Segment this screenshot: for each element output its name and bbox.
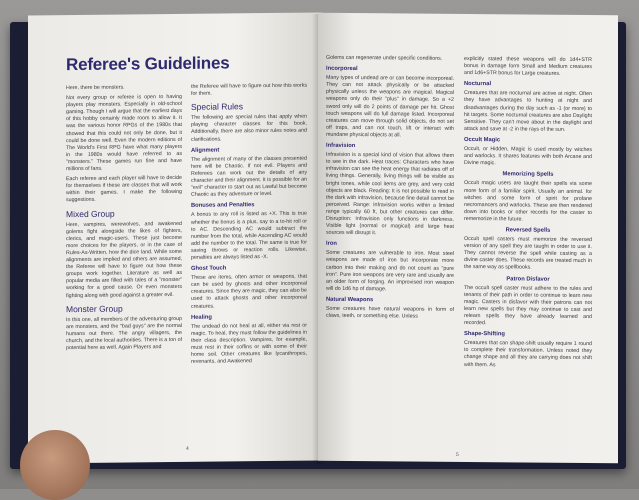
paragraph: The occult spell caster must adhere to the rules and tenants of their path in order to continue to learn new magic. Casters in disfavor with their patrons can not learn new spells but they may continue to cast and relearn spells they have already learned and recorded. [464, 284, 592, 327]
thumb [20, 430, 90, 500]
section-heading-special-rules: Special Rules [191, 101, 243, 113]
subheading-alignment: Alignment [191, 147, 220, 154]
paragraph: In this one, all members of the adventuring group are monsters, and the "bad guys" are the normal humans out there. The angry villagers, the church, and the local authorities. There is a ton of potential here as well. Again Players and [66, 315, 182, 352]
section-heading-monster-group: Monster Group [66, 303, 123, 314]
paragraph: The following are special rules that apply when playing character classes for this book. Additionally, there are also minor rules notes and clarifications. [191, 113, 307, 143]
right-page-column-2 [464, 56, 592, 373]
subheading-infravision: Infravision [326, 142, 356, 150]
subheading-nocturnal: Nocturnal [464, 81, 492, 88]
subheading-occult-magic: Occult Magic [464, 136, 501, 144]
subheading-reversed-spells: Reversed Spells [505, 227, 551, 234]
subheading-bonuses: Bonuses and Penalties [191, 202, 255, 210]
paragraph: Here, vampires, werewolves, and awakened golems fight alongside the likes of fighters, clerics, and magic-users. These just become more choices for the players, or in the case of Rules-As-Written, how the dice land. While some alignments are implied and others are assumed, the Referee will have to figure out how these groups work together. Literature as well as popular media are filled with tales of a "monster" working for a good cause. Or even monsters fighting along with good against a greater evil. [66, 220, 182, 299]
intro-text: Here, there be monsters. [66, 84, 125, 92]
paragraph: Each referee and each player will have to decide for themselves if these are classes that will work within their games. I make the following suggestions. [66, 175, 182, 204]
left-page [28, 12, 322, 463]
paragraph: explicitly stated these weapons will do 1d4+STR bonus in damage form Small and Medium creatures and 1d6+STR bonus for Large creatures. [464, 55, 592, 77]
paragraph: Many types of undead are or can become incorporeal. They can not attack physically or be attacked physically unless the weapons are magical. Magical weapons only do their "plus" in damage. So a +2 sword only will do 2 points of damage per hit. Ghost touch weapons will do full damage listed. Incorporeal creatures can move through solid objects, do not set off traps, and can not touch, lift or interact with mundane physical objects at all. [326, 74, 454, 139]
right-page [318, 13, 618, 464]
paragraph: A bonus to any roll is listed as +X. This is true whether the bonus is a plus, say to a to-hit roll or to AC. Descending AC would subtract the number from the total, while Ascending AC would add the number to the total. The same is true for saving throws or reaction rolls. Likewise, penalties are always listed as -X. [191, 211, 307, 261]
paragraph: Golems can regenerate under specific conditions. [326, 54, 443, 62]
page-number: 5 [456, 451, 459, 458]
paragraph: The alignment of many of the classes presented here will be Chaotic. If not evil. Players and Referees can work out the details of any character and their alignment. It is possible for an "evil" character to start out as Lawful but become Chaotic as they adventure or level. [191, 155, 307, 199]
paragraph: These are items, often armor or weapons, that can be used by ghosts and other incorporeal creatures. Since they are magic, they can also be used to attack ghosts and other incorporeal creatures. [191, 273, 308, 310]
right-page-column-1 [326, 55, 454, 324]
left-page-column-2 [191, 83, 307, 369]
subheading-ghost-touch: Ghost Touch [191, 265, 227, 272]
paragraph: Infravision is a special kind of vision that allows them to see in the dark. Heat traces: Characters who have infravision can see the heat energy that radiates off of living things. Generally, living things will be visible as bright tones, while cool items are grey, and very cold objects are black. Reading: It is not possible to read in the dark with infravision, because fine detail cannot be perceived. Range: Infravision works within a limited range typically 60 ft, but other creatures can differ. Disruption: Infravision only functions in darkness. Visible light (normal or magical) and large heat sources will disrupt it. [326, 151, 454, 237]
subheading-iron: Iron [326, 241, 337, 248]
page-title: Referee's Guidelines [66, 53, 230, 75]
subheading-natural-weapons: Natural Weapons [326, 296, 374, 304]
paragraph: The undead do not heal at all, either via rest or magic. To heal, they must follow the guidelines in their class description. Vampires, for example, must rest in their coffins or with some of their home soil. Other creatures like lycanthropes, revenants, and Awakened [191, 322, 307, 366]
paragraph: Occult spell casters must memorize the reversed version of any spell they are taught in order to use it. They cannot reverse the spell while casting as a divine caster does. These records are treated much in the same way as spellbooks. [464, 236, 592, 271]
subheading-healing: Healing [191, 314, 212, 321]
paragraph: Some creatures have natural weapons in form of claws, teeth, or something else. Unless [326, 305, 454, 320]
paragraph: the Referee will have to figure out how this works for them. [191, 82, 307, 97]
paragraph: Occult, or Hidden, Magic is used mostly by witches and warlocks. It shares features with both Arcane and Divine magic. [464, 145, 592, 167]
paragraph: Some creatures are vulnerable to iron. Most steel weapons are made of iron but incorporate more carbon into their making and do not count as "pure iron". Pure iron weapons are very rare and usually are an older form of forging. An improvised iron weapon will do 1d6 hp of damage. [326, 250, 454, 293]
subheading-patron-disfavor: Patron Disfavor [506, 275, 550, 283]
left-page-column-1 [66, 84, 182, 355]
section-heading-mixed-group: Mixed Group [66, 208, 115, 219]
page-number: 4 [186, 445, 189, 452]
subheading-memorizing-spells: Memorizing Spells [502, 171, 554, 179]
paragraph: Creatures that are nocturnal are active at night. Often they have advantages to hunting at night and disadvantages during the day such as -1 (or more) to hit targets. Some nocturnal creatures are also Daylight Sensitive. They can't move about in the daylight and attack and save at -2 in the rays of the sun. [464, 90, 592, 133]
subheading-shape-shifting: Shape-Shifting [464, 331, 505, 338]
subheading-incorporeal: Incorporeal [326, 65, 358, 73]
paragraph: Not every group or referee is open to having players play monsters. Especially in old-school gaming. Though I will argue that the earliest days of this hobby certainly made room to allow it. It was the various honor RPGs of the 1980s that showed that this could not only be done, but it could be done well. Even the modern editions of The World's First RPG have what many players in the 1980s would have referred to as "monsters." These games run fine and have millions of fans. [66, 94, 182, 173]
paragraph: Creatures that can shape-shift usually require 1 round to complete their transformation. Unless noted they change shape and all they are carrying does not shift with them. As [464, 340, 592, 368]
paragraph: Occult magic users are taught their spells via some more form of a familiar spirit. Usually an animal. for witches and some form of spirit for profane necromancers and warlocks. These are then rendered down into books or other records for the caster to rememorize in the future. [464, 180, 592, 223]
